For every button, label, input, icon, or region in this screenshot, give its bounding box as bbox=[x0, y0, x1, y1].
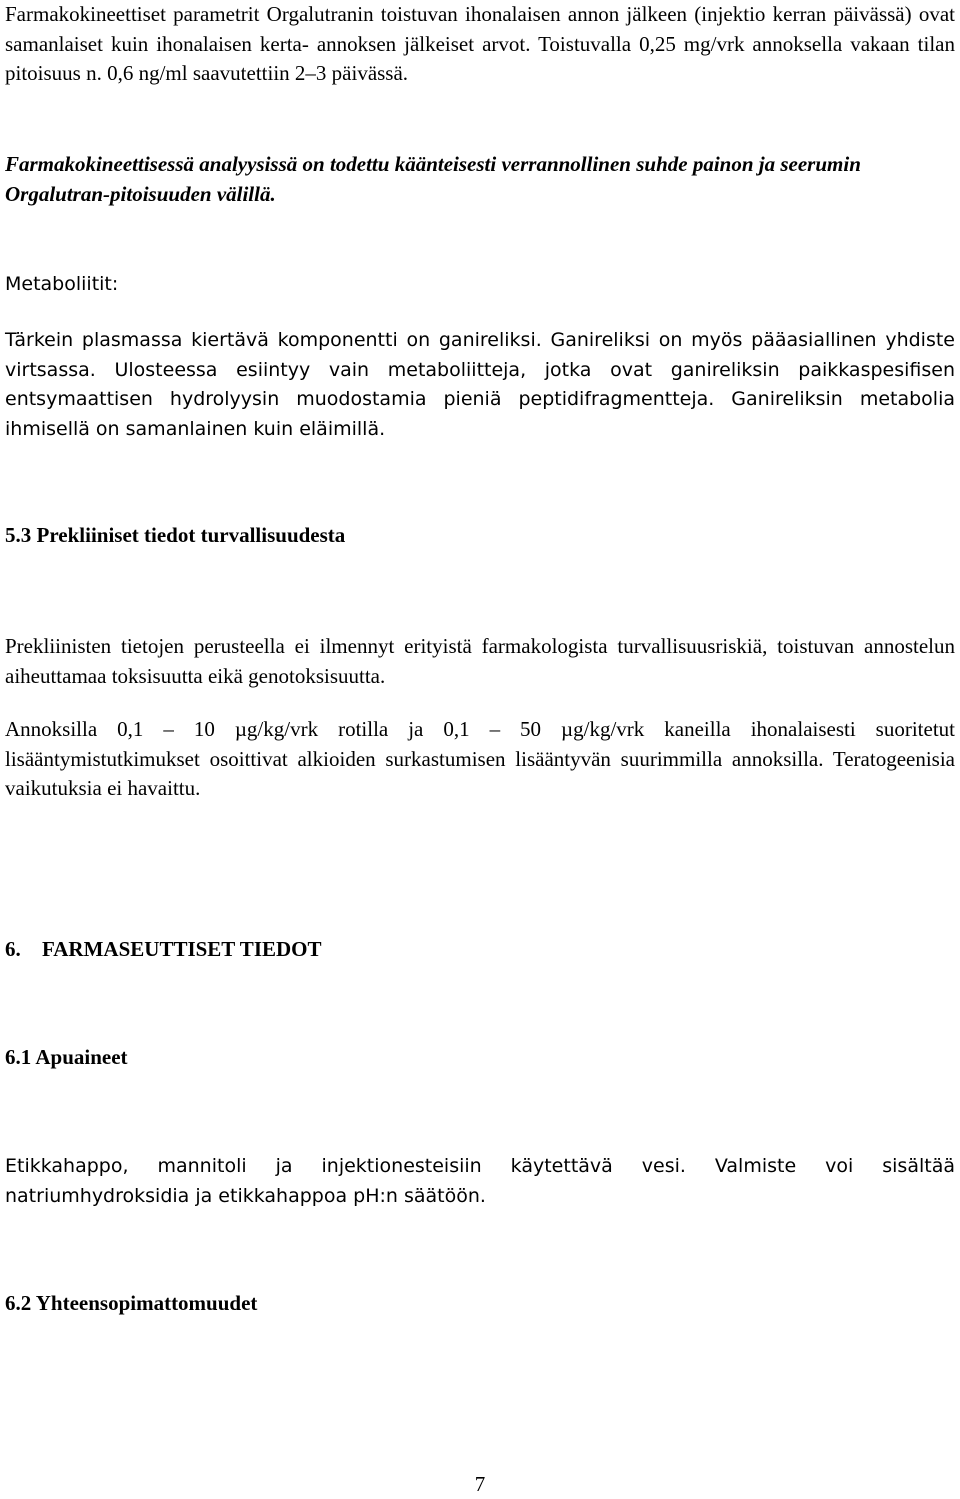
section-heading-6 bbox=[5, 935, 955, 965]
section-heading-6-2 bbox=[5, 1289, 955, 1319]
page-number: 7 bbox=[474, 1472, 486, 1496]
section-number: 5.3 bbox=[5, 523, 32, 547]
section-heading-6-1 bbox=[5, 1043, 955, 1073]
reproduction-studies-paragraph: Annoksilla 0,1 – 10 µg/kg/vrk rotilla ja 0,1 – 50 µg/kg/vrk kaneilla ihonalaisesti suoritetut lisääntymistutkimukset osoittivat alkioiden surkastumisen lisääntyvän suurimmilla annoksilla. Teratogeenisia vaikutuksia ei havaittu. bbox=[5, 717, 955, 800]
section-number: 6. bbox=[5, 937, 21, 961]
section-title: Apuaineet bbox=[35, 1045, 128, 1069]
metabolites-label: Metaboliitit: bbox=[5, 273, 119, 295]
metabolites-paragraph: Tärkein plasmassa kiertävä komponentti on ganireliksi. Ganireliksi on myös pääasiallinen yhdiste virtsassa. Ulosteessa esiintyy vain metaboliitteja, jotka ovat ganireliksin paikkaspesifisen entsymaattisen hydrolyysin muodostamia pieniä peptidifragmentteja. Ganireliksin metabolia ihmisellä on samanlainen kuin eläimillä. bbox=[5, 329, 955, 440]
excipients-paragraph: Etikkahappo, mannitoli ja injektionesteisiin käytettävä vesi. Valmiste voi sisältää natriumhydroksidia ja etikkahappoa pH:n säätöön. bbox=[5, 1155, 955, 1207]
preclinical-safety-paragraph: Prekliinisten tietojen perusteella ei ilmennyt erityistä farmakologista turvallisuusriskiä, toistuvan annostelun aiheuttamaa toksisuutta eikä genotoksisuutta. bbox=[5, 634, 955, 688]
section-heading-5-3 bbox=[5, 521, 955, 551]
pk-repeated-dosing-paragraph: Farmakokineettiset parametrit Orgalutranin toistuvan ihonalaisen annon jälkeen (injektio kerran päivässä) ovat samanlaiset kuin ihonalaisen kerta- annoksen jälkeiset arvot. Toistuvalla 0,25 mg/vrk annoksella vakaan tilan pitoisuus n. 0,6 ng/ml saavutettiin 2–3 päivässä. bbox=[5, 2, 955, 85]
section-number: 6.2 bbox=[5, 1291, 32, 1315]
section-number: 6.1 bbox=[5, 1045, 32, 1069]
pk-weight-relationship-paragraph: Farmakokineettisessä analyysissä on todettu käänteisesti verrannollinen suhde painon ja seerumin Orgalutran-pitoisuuden välillä. bbox=[5, 152, 861, 206]
section-title: Yhteensopimattomuudet bbox=[35, 1291, 258, 1315]
section-title: Prekliiniset tiedot turvallisuudesta bbox=[36, 523, 346, 547]
section-title: FARMASEUTTISET TIEDOT bbox=[42, 937, 322, 961]
